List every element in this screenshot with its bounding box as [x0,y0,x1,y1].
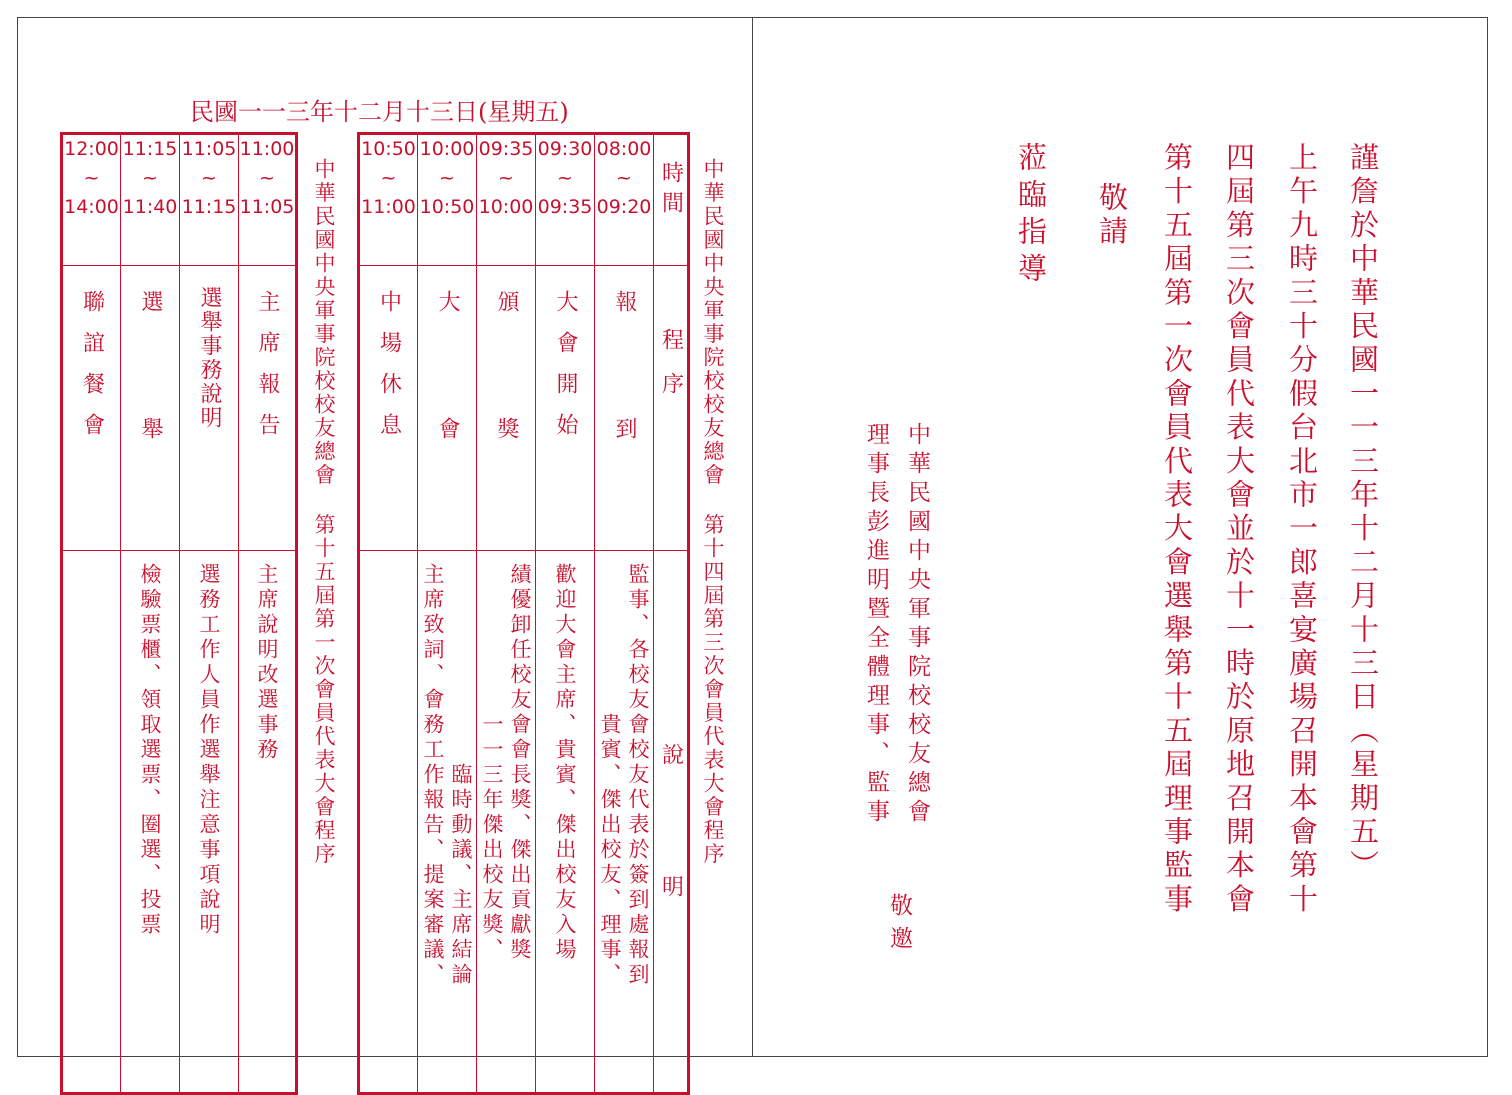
time-cell: 11:00 ~ 11:05 [239,134,297,266]
invite-sign: 敬邀 [886,893,912,959]
program-cell: 大會開始 [536,266,595,551]
program-cell: 選舉事務說明 [180,266,239,551]
program-cell: 聯誼餐會 [62,266,121,551]
header-program: 程序 [654,266,689,551]
program-cell: 選舉 [121,266,180,551]
header-time: 時間 [654,134,689,266]
invitation-line-2: 上午九時三十分假台北市一郎喜宴廣場召開本會第十 [1285,142,1319,918]
program-cell: 中場休息 [359,266,418,551]
respect-phrase: 敬請 [1095,182,1129,250]
time-cell: 08:00 ~ 09:20 [595,134,654,266]
time-cell: 12:00 ~ 14:00 [62,134,121,266]
host-chairman: 理事長彭進明暨全體理事、監事 [863,422,889,828]
program-cell: 主席報告 [239,266,297,551]
program-title-15th: 中華民國中央軍事院校校友總會 第十五屆第一次會員代表大會程序 [312,158,336,866]
time-cell: 09:30 ~ 09:35 [536,134,595,266]
desc-cell [359,551,418,1094]
invitation-line-4: 第十五屆第一次會員代表大會選舉第十五屆理事監事 [1160,142,1194,918]
time-cell: 11:15 ~ 11:40 [121,134,180,266]
desc-cell: 貴賓、傑出校友、理事、 監事、各校友會校友代表於簽到處報到 [595,551,654,1094]
time-cell: 10:00 ~ 10:50 [418,134,477,266]
host-organization: 中華民國中央軍事院校校友總會 [904,422,930,828]
desc-cell [62,551,121,1094]
fold-line [752,17,753,1057]
program-cell: 頒獎 [477,266,536,551]
invitation-line-1: 謹詹於中華民國一一三年十二月十三日︵星期五︶ [1346,142,1380,884]
desc-cell: 檢驗票櫃、領取選票、圈選、投票 [121,551,180,1094]
desc-cell: 主席致詞、會務工作報告、提案審議、 臨時動議、主席結論 [418,551,477,1094]
program-title-14th: 中華民國中央軍事院校校友總會 第十四屆第三次會員代表大會程序 [701,158,725,866]
desc-cell: 選務工作人員作選舉注意事項說明 [180,551,239,1094]
date-heading: 民國一一三年十二月十三日(星期五) [190,98,569,126]
program-cell: 大會 [418,266,477,551]
time-cell: 10:50 ~ 11:00 [359,134,418,266]
desc-cell: 主席說明改選事務 [239,551,297,1094]
invitation-line-3: 四屆第三次會員代表大會並於十一時於原地召開本會 [1222,142,1256,918]
program-table-15th [60,132,298,1095]
program-cell: 報到 [595,266,654,551]
desc-cell: 一一三年傑出校友獎、 績優卸任校友會會長獎、傑出貢獻獎 [477,551,536,1094]
time-cell: 09:35 ~ 10:00 [477,134,536,266]
program-table-14th [357,132,690,1095]
attend-phrase: 蒞臨指導 [1014,142,1048,290]
time-cell: 11:05 ~ 11:15 [180,134,239,266]
header-desc: 說明 [654,551,689,1094]
desc-cell: 歡迎大會主席、貴賓、傑出校友入場 [536,551,595,1094]
